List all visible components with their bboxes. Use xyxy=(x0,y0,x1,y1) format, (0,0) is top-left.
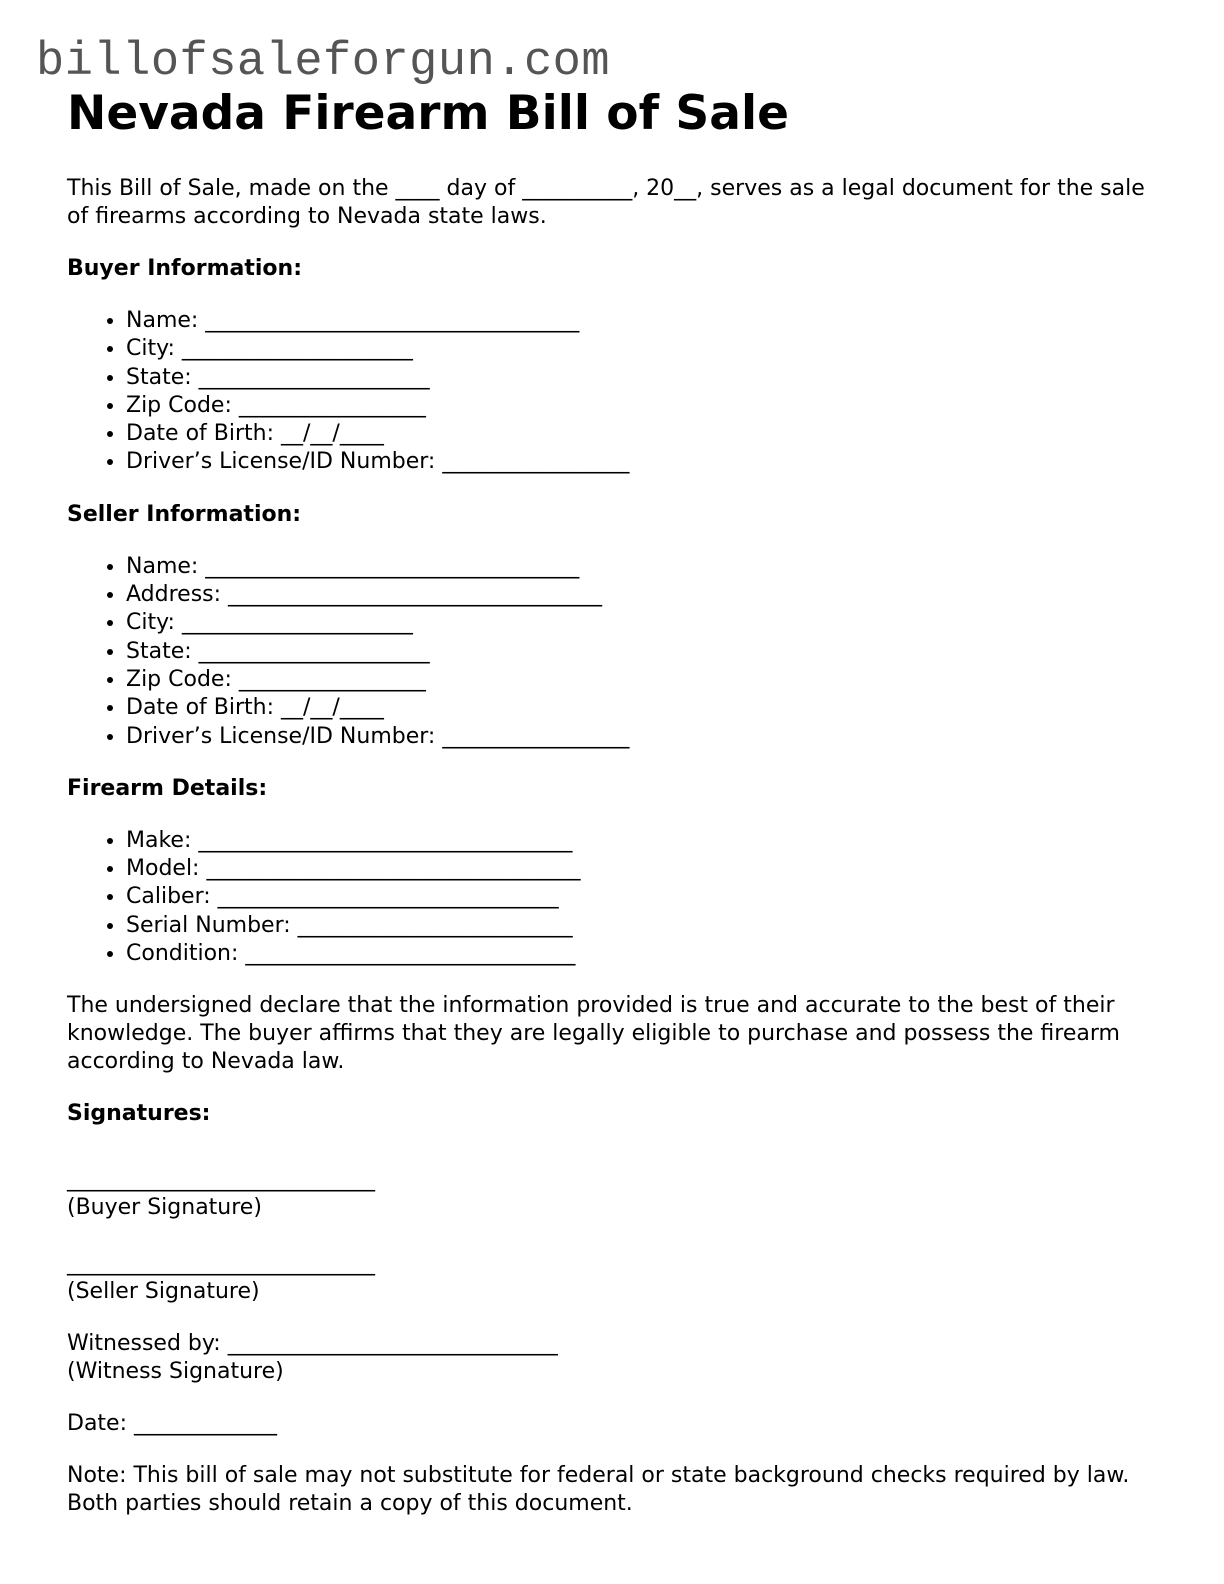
firearm-heading: Firearm Details: xyxy=(67,775,268,801)
buyer-zip-field: • Zip Code: _________________ xyxy=(126,392,1157,420)
seller-signature-block xyxy=(67,1250,1157,1306)
firearm-condition-field: • Condition: ______________________________ xyxy=(126,940,1157,968)
buyer-signature-line: ____________________________ xyxy=(67,1167,375,1193)
document-body xyxy=(67,86,1157,1518)
buyer-signature-caption: (Buyer Signature) xyxy=(67,1195,262,1221)
buyer-dob-field: • Date of Birth: __/__/____ xyxy=(126,420,1157,448)
seller-city-field: • City: _____________________ xyxy=(126,609,1157,637)
date-line: Date: _____________ xyxy=(67,1411,277,1437)
buyer-name-field: • Name: __________________________________ xyxy=(126,307,1157,335)
seller-signature-line: ____________________________ xyxy=(67,1251,375,1277)
buyer-heading: Buyer Information: xyxy=(67,256,302,281)
seller-name-field: • Name: __________________________________ xyxy=(126,553,1157,581)
watermark: billofsaleforgun.com xyxy=(36,36,611,89)
firearm-fields-list xyxy=(67,827,1157,968)
witness-signature-caption: (Witness Signature) xyxy=(67,1359,284,1385)
page-title: Nevada Firearm Bill of Sale xyxy=(67,86,789,141)
firearm-make-field: • Make: __________________________________ xyxy=(126,827,1157,855)
seller-state-field: • State: _____________________ xyxy=(126,638,1157,666)
seller-heading: Seller Information: xyxy=(67,501,302,527)
declaration-paragraph: The undersigned declare that the information provided is true and accurate to the best of their knowledge. The buyer affirms that they are legally eligible to purchase and possess the firearm according to Nevada law. xyxy=(67,993,1120,1075)
buyer-signature-block xyxy=(67,1166,1157,1222)
buyer-state-field: • State: _____________________ xyxy=(126,364,1157,392)
seller-license-field: • Driver’s License/ID Number: _________________ xyxy=(126,723,1157,751)
firearm-caliber-field: • Caliber: _______________________________ xyxy=(126,883,1157,911)
note-paragraph: Note: This bill of sale may not substitute for federal or state background checks required by law. Both parties should retain a copy of this document. xyxy=(67,1463,1130,1517)
seller-dob-field: • Date of Birth: __/__/____ xyxy=(126,694,1157,722)
seller-signature-caption: (Seller Signature) xyxy=(67,1279,260,1305)
signatures-heading: Signatures: xyxy=(67,1101,211,1127)
witness-block xyxy=(67,1330,1157,1386)
buyer-license-field: • Driver’s License/ID Number: _________________ xyxy=(126,448,1157,476)
firearm-serial-field: • Serial Number: _________________________ xyxy=(126,912,1157,940)
buyer-fields-list xyxy=(67,307,1157,477)
witness-signature-line: Witnessed by: ______________________________ xyxy=(67,1331,558,1357)
seller-fields-list xyxy=(67,553,1157,751)
intro-paragraph: This Bill of Sale, made on the ____ day of __________, 20__, serves as a legal document for the sale of firearms according to Nevada state laws. xyxy=(67,176,1145,229)
seller-address-field: • Address: __________________________________ xyxy=(126,581,1157,609)
buyer-city-field: • City: _____________________ xyxy=(126,335,1157,363)
seller-zip-field: • Zip Code: _________________ xyxy=(126,666,1157,694)
firearm-model-field: • Model: __________________________________ xyxy=(126,855,1157,883)
